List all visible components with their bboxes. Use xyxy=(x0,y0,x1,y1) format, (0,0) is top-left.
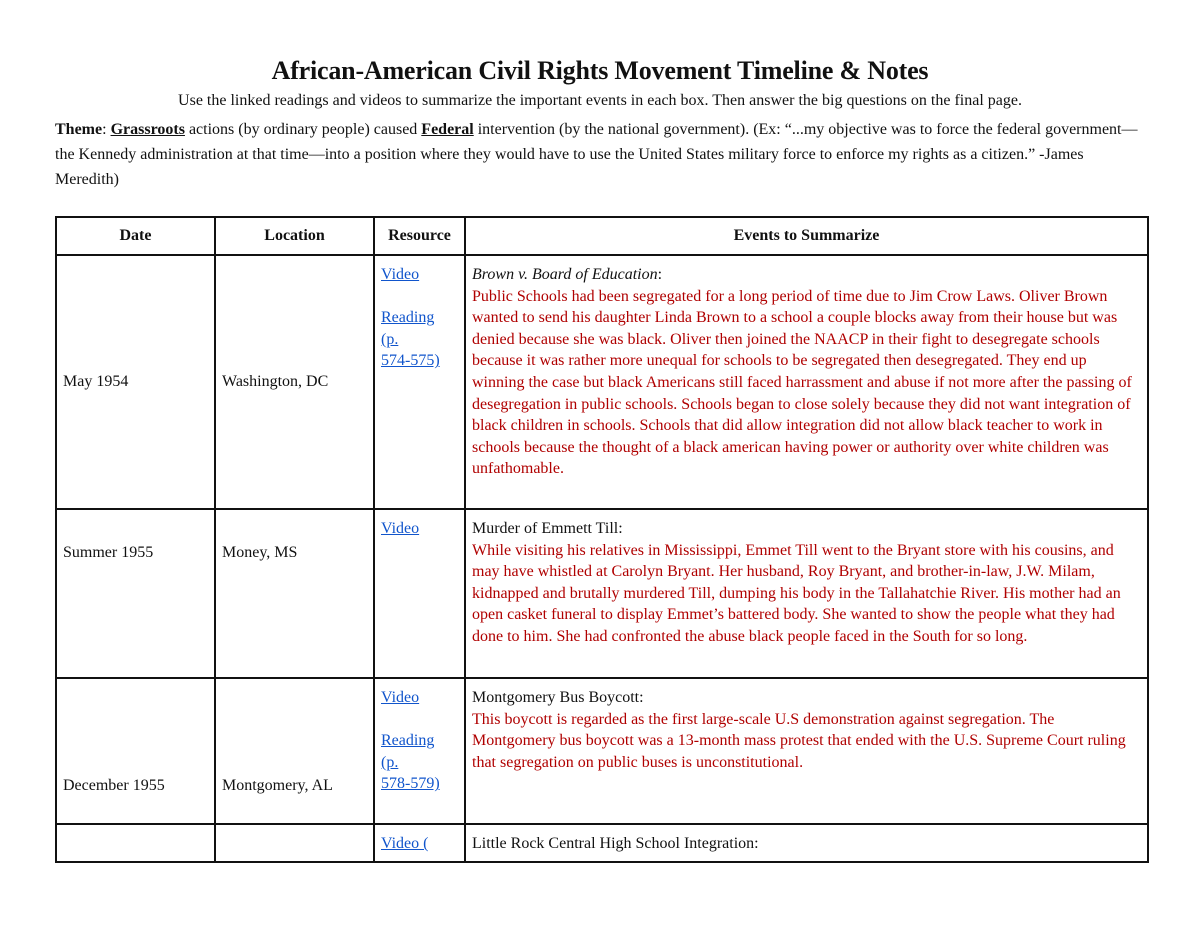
header-events: Events to Summarize xyxy=(465,217,1148,255)
video-link[interactable]: Video xyxy=(381,689,420,706)
reading-link-label: Reading xyxy=(381,732,435,750)
event-cell xyxy=(465,255,1148,509)
header-row xyxy=(56,217,1148,255)
event-cell xyxy=(465,824,1148,862)
event-title: Little Rock Central High School Integration: xyxy=(472,835,759,852)
reading-link-label: Reading xyxy=(381,309,435,327)
reading-pages-a: (p. xyxy=(381,753,399,771)
theme-statement xyxy=(55,117,1145,192)
resource-cell xyxy=(374,824,465,862)
event-title: Brown v. Board of Education: xyxy=(472,266,663,283)
date-cell: May 1954 xyxy=(56,255,215,509)
event-summary: While visiting his relatives in Mississippi, Emmet Till went to the Bryant store with his cousins, and may have whistled at Carolyn Bryant. Her husband, Roy Bryant, and brother-in-law, J.W. Milam, kidnapped and brutally murdered Till, dumping his body in the Tallahatchie River. His mother had an open casket funeral to display Emmet’s battered body. She wanted to show the people what they had done to him. She had confronted the abuse black people faced in the South for so long. xyxy=(472,541,1121,645)
video-link[interactable]: Video ( xyxy=(381,835,429,852)
event-summary: Public Schools had been segregated for a long period of time due to Jim Crow Laws. Oliver Brown wanted to send his daughter Linda Brown to a school a couple blocks away from their house but was denied because she was black. Oliver then joined the NAACP in their fight to desegregate schools because it was rather more unequal for schools to be segregated then desegregated. They end up winning the case but black Americans still faced harrassment and abuse if not more after the passing of desegregation in public schools. Schools began to close solely because they did not want integration of black children in schools. Schools that did allow integration did not allow black teacher to work in schools because the thought of a black american having power or authority over white children was unfathomable. xyxy=(472,287,1132,478)
theme-sep: : xyxy=(102,121,111,138)
event-cell xyxy=(465,678,1148,824)
reading-pages-a: (p. xyxy=(381,330,399,348)
instructions: Use the linked readings and videos to summarize the important events in each box. Then answer the big questions on the final page. xyxy=(178,92,1022,109)
location-cell: Washington, DC xyxy=(215,255,374,509)
federal-term: Federal xyxy=(421,121,474,138)
header-date: Date xyxy=(56,217,215,255)
video-link[interactable]: Video xyxy=(381,520,420,537)
date-cell xyxy=(56,824,215,862)
event-title: Murder of Emmett Till: xyxy=(472,520,623,537)
reading-pages-b: 578-579) xyxy=(381,775,440,793)
table-row xyxy=(56,678,1148,824)
theme-label: Theme xyxy=(55,121,103,138)
video-link[interactable]: Video xyxy=(381,266,420,283)
location-cell: Money, MS xyxy=(215,509,374,678)
reading-link[interactable] xyxy=(381,730,458,795)
resource-cell xyxy=(374,509,465,678)
date-cell: December 1955 xyxy=(56,678,215,824)
theme-mid: actions (by ordinary people) caused xyxy=(184,121,422,138)
header-resource: Resource xyxy=(374,217,465,255)
table-row xyxy=(56,824,1148,862)
header-location: Location xyxy=(215,217,374,255)
grassroots-term: Grassroots xyxy=(110,121,185,138)
location-cell xyxy=(215,824,374,862)
resource-cell xyxy=(374,255,465,509)
reading-link[interactable] xyxy=(381,307,458,372)
theme-rest: intervention (by the national government). (Ex: “...my objective was to force the federal government—the Kennedy administration at that time—into a position where they would have to use the United States military force to enforce my rights as a citizen.” -James Meredith) xyxy=(55,121,1138,188)
reading-pages-b: 574-575) xyxy=(381,352,440,370)
location-cell: Montgomery, AL xyxy=(215,678,374,824)
date-cell: Summer 1955 xyxy=(56,509,215,678)
page-title: African-American Civil Rights Movement Timeline & Notes xyxy=(271,56,929,85)
event-summary: This boycott is regarded as the first large-scale U.S demonstration against segregation. The Montgomery bus boycott was a 13-month mass protest that ended with the U.S. Supreme Court ruling that segregation on public buses is unconstitutional. xyxy=(472,710,1126,771)
event-title: Montgomery Bus Boycott: xyxy=(472,689,644,706)
table-row xyxy=(56,255,1148,509)
timeline-table xyxy=(55,216,1149,863)
table-row xyxy=(56,509,1148,678)
event-cell xyxy=(465,509,1148,678)
resource-cell xyxy=(374,678,465,824)
